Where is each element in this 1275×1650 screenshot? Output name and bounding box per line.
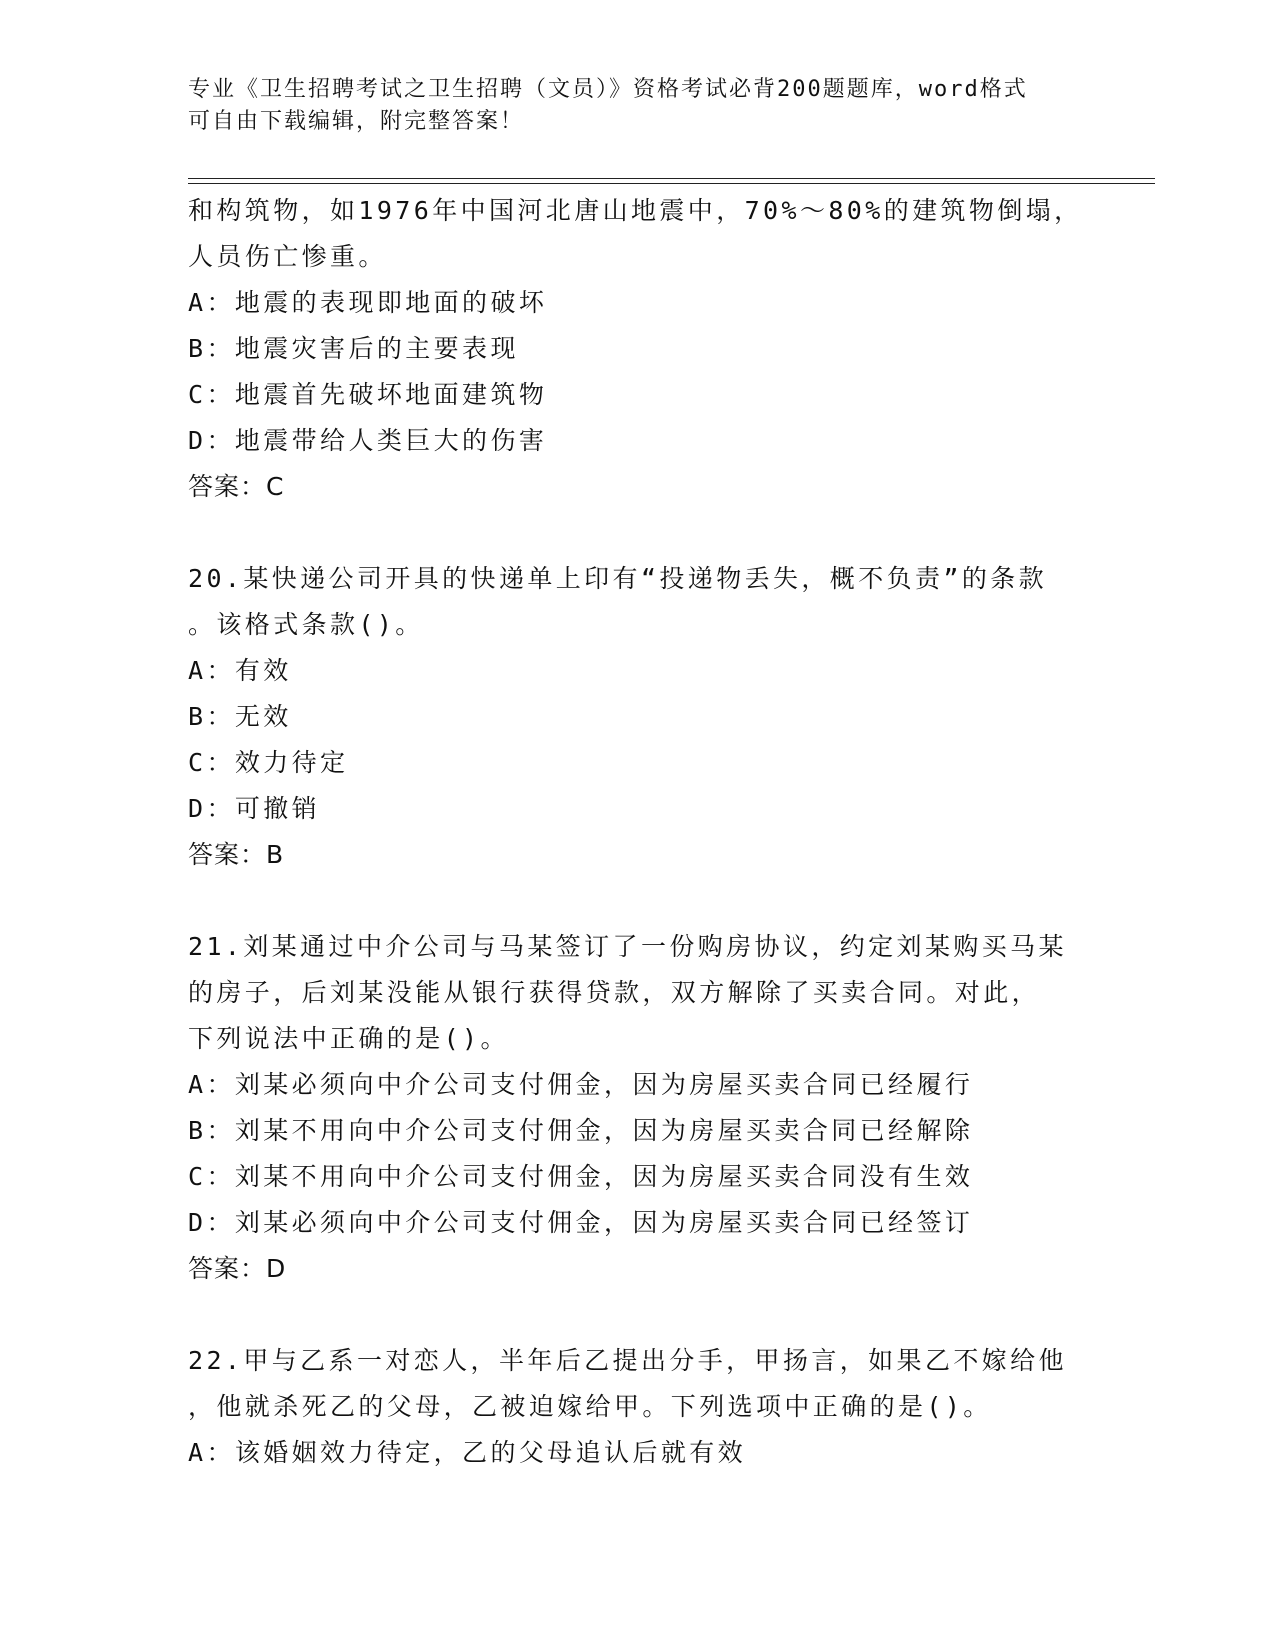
header-divider-bottom [188, 183, 1155, 184]
header-divider-top [188, 178, 1155, 179]
option-b: B：刘某不用向中介公司支付佣金，因为房屋买卖合同已经解除 [188, 1116, 974, 1145]
question-20 [188, 556, 1088, 878]
spacer [188, 1292, 1088, 1338]
question-text-line: 。该格式条款()。 [188, 610, 424, 639]
option-c: C：效力待定 [188, 748, 349, 777]
question-text-line: 的房子，后刘某没能从银行获得贷款，双方解除了买卖合同。对此， [188, 978, 1041, 1007]
option-a: A：刘某必须向中介公司支付佣金，因为房屋买卖合同已经履行 [188, 1070, 974, 1099]
question-21 [188, 924, 1088, 1292]
option-c: C：地震首先破坏地面建筑物 [188, 380, 548, 409]
spacer [188, 878, 1088, 924]
option-b: B：无效 [188, 702, 292, 731]
header-title-line-1: 专业《卫生招聘考试之卫生招聘（文员）》资格考试必背200题题库，word格式 [188, 77, 1028, 102]
page-header [188, 74, 1088, 138]
question-22 [188, 1338, 1088, 1476]
answer-line: 答案：C [188, 472, 285, 501]
question-text-line: 人员伤亡惨重。 [188, 242, 387, 271]
spacer [188, 510, 1088, 556]
option-a: A：有效 [188, 656, 292, 685]
option-a: A：该婚姻效力待定，乙的父母追认后就有效 [188, 1438, 747, 1467]
question-text-line: 20.某快递公司开具的快递单上印有“投递物丢失，概不负责”的条款 [188, 564, 1048, 593]
option-d: D：地震带给人类巨大的伤害 [188, 426, 548, 455]
question-text-line: 下列说法中正确的是()。 [188, 1024, 509, 1053]
question-19-continuation [188, 188, 1088, 510]
question-text-line: 22.甲与乙系一对恋人，半年后乙提出分手，甲扬言，如果乙不嫁给他 [188, 1346, 1067, 1375]
answer-line: 答案：B [188, 840, 285, 869]
document-body [188, 188, 1088, 1476]
option-a: A：地震的表现即地面的破坏 [188, 288, 548, 317]
option-b: B：地震灾害后的主要表现 [188, 334, 519, 363]
answer-line: 答案：D [188, 1254, 287, 1283]
option-d: D：可撤销 [188, 794, 321, 823]
question-text-line: 和构筑物，如1976年中国河北唐山地震中，70%～80%的建筑物倒塌， [188, 196, 1083, 225]
question-text-line: ，他就杀死乙的父母，乙被迫嫁给甲。下列选项中正确的是()。 [188, 1392, 992, 1421]
header-title-line-2: 可自由下载编辑，附完整答案！ [188, 109, 525, 134]
option-c: C：刘某不用向中介公司支付佣金，因为房屋买卖合同没有生效 [188, 1162, 974, 1191]
question-text-line: 21.刘某通过中介公司与马某签订了一份购房协议，约定刘某购买马某 [188, 932, 1067, 961]
option-d: D：刘某必须向中介公司支付佣金，因为房屋买卖合同已经签订 [188, 1208, 974, 1237]
